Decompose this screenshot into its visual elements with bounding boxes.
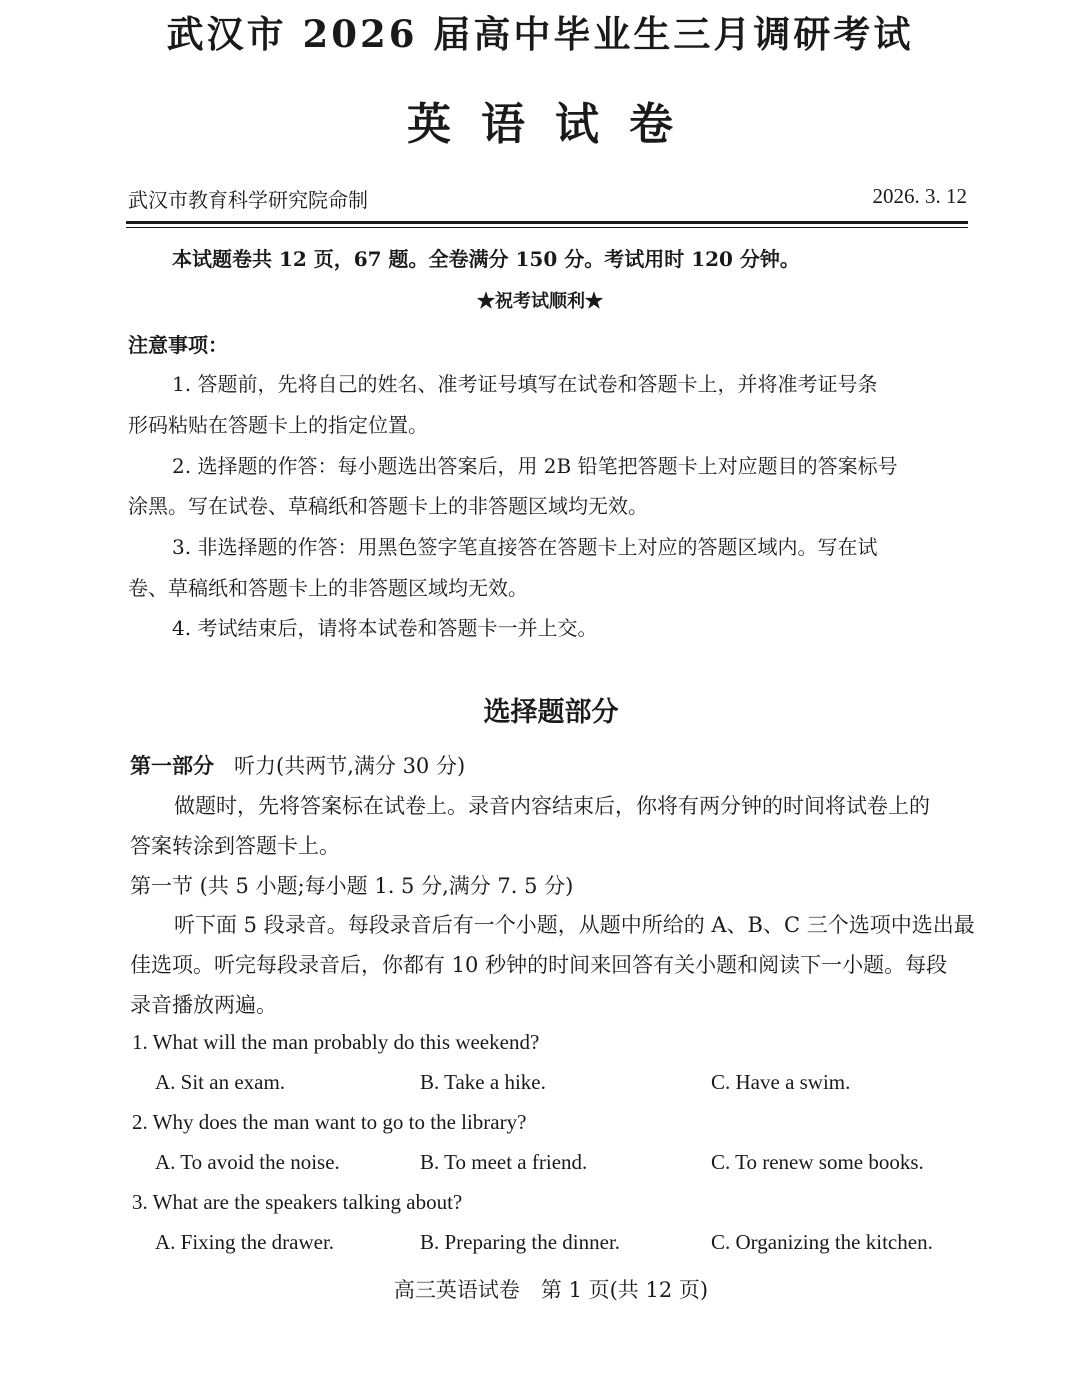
section1-instruction: 佳选项。听完每段录音后，你都有 10 秒钟的时间来回答有关小题和阅读下一小题。每段 bbox=[130, 953, 948, 977]
header-rule-thin bbox=[126, 227, 968, 228]
question-option: C. Have a swim. bbox=[711, 1070, 851, 1094]
part1-name: 听力(共两节,满分 30 分) bbox=[234, 754, 466, 778]
question-option: A. Sit an exam. bbox=[155, 1070, 286, 1094]
question-option: C. Organizing the kitchen. bbox=[711, 1230, 933, 1254]
subject-title: 英语试卷 bbox=[407, 99, 703, 150]
section1-instruction: 听下面 5 段录音。每段录音后有一个小题，从题中所给的 A、B、C 三个选项中选出最 bbox=[174, 913, 975, 937]
exam-title: 武汉市 2026 届高中毕业生三月调研考试 bbox=[166, 12, 914, 56]
part1-instruction: 做题时，先将答案标在试卷上。录音内容结束后，你将有两分钟的时间将试卷上的 bbox=[174, 794, 930, 818]
question-stem: 2. Why does the man want to go to the library? bbox=[132, 1110, 527, 1134]
part1-heading bbox=[130, 750, 465, 780]
question-stem: 3. What are the speakers talking about? bbox=[132, 1190, 463, 1214]
question-option: A. Fixing the drawer. bbox=[155, 1230, 335, 1254]
question-option: B. Take a hike. bbox=[420, 1070, 546, 1094]
notice-line: 形码粘贴在答题卡上的指定位置。 bbox=[128, 413, 428, 437]
notice-line: 1. 答题前，先将自己的姓名、准考证号填写在试卷和答题卡上，并将准考证号条 bbox=[172, 372, 878, 396]
organizer: 武汉市教育科学研究院命制 bbox=[128, 188, 368, 212]
notice-line: 涂黑。写在试卷、草稿纸和答题卡上的非答题区域均无效。 bbox=[128, 494, 648, 518]
question-option: B. To meet a friend. bbox=[420, 1150, 588, 1174]
section-title: 选择题部分 bbox=[483, 697, 619, 728]
good-luck-banner: ★祝考试顺利★ bbox=[477, 291, 603, 312]
part1-instruction: 答案转涂到答题卡上。 bbox=[130, 834, 340, 858]
exam-date: 2026. 3. 12 bbox=[872, 184, 967, 208]
exam-info: 本试题卷共 12 页，67 题。全卷满分 150 分。考试用时 120 分钟。 bbox=[172, 247, 800, 271]
notice-line: 2. 选择题的作答：每小题选出答案后，用 2B 铅笔把答题卡上对应题目的答案标号 bbox=[172, 454, 898, 478]
question-option: A. To avoid the noise. bbox=[155, 1150, 340, 1174]
notice-line: 3. 非选择题的作答：用黑色签字笔直接答在答题卡上对应的答题区域内。写在试 bbox=[172, 535, 878, 559]
header-rule-thick bbox=[126, 221, 968, 224]
section1-instruction: 录音播放两遍。 bbox=[130, 993, 277, 1017]
part1-label: 第一部分 bbox=[130, 753, 214, 778]
section1-heading: 第一节 (共 5 小题;每小题 1. 5 分,满分 7. 5 分) bbox=[130, 874, 574, 898]
notice-line: 卷、草稿纸和答题卡上的非答题区域均无效。 bbox=[128, 576, 528, 600]
notice-heading: 注意事项： bbox=[128, 333, 228, 357]
question-option: C. To renew some books. bbox=[711, 1150, 924, 1174]
question-stem: 1. What will the man probably do this weekend? bbox=[132, 1030, 540, 1054]
page-footer: 高三英语试卷 第 1 页(共 12 页) bbox=[393, 1278, 709, 1302]
notice-line: 4. 考试结束后，请将本试卷和答题卡一并上交。 bbox=[172, 616, 598, 640]
question-option: B. Preparing the dinner. bbox=[420, 1230, 621, 1254]
